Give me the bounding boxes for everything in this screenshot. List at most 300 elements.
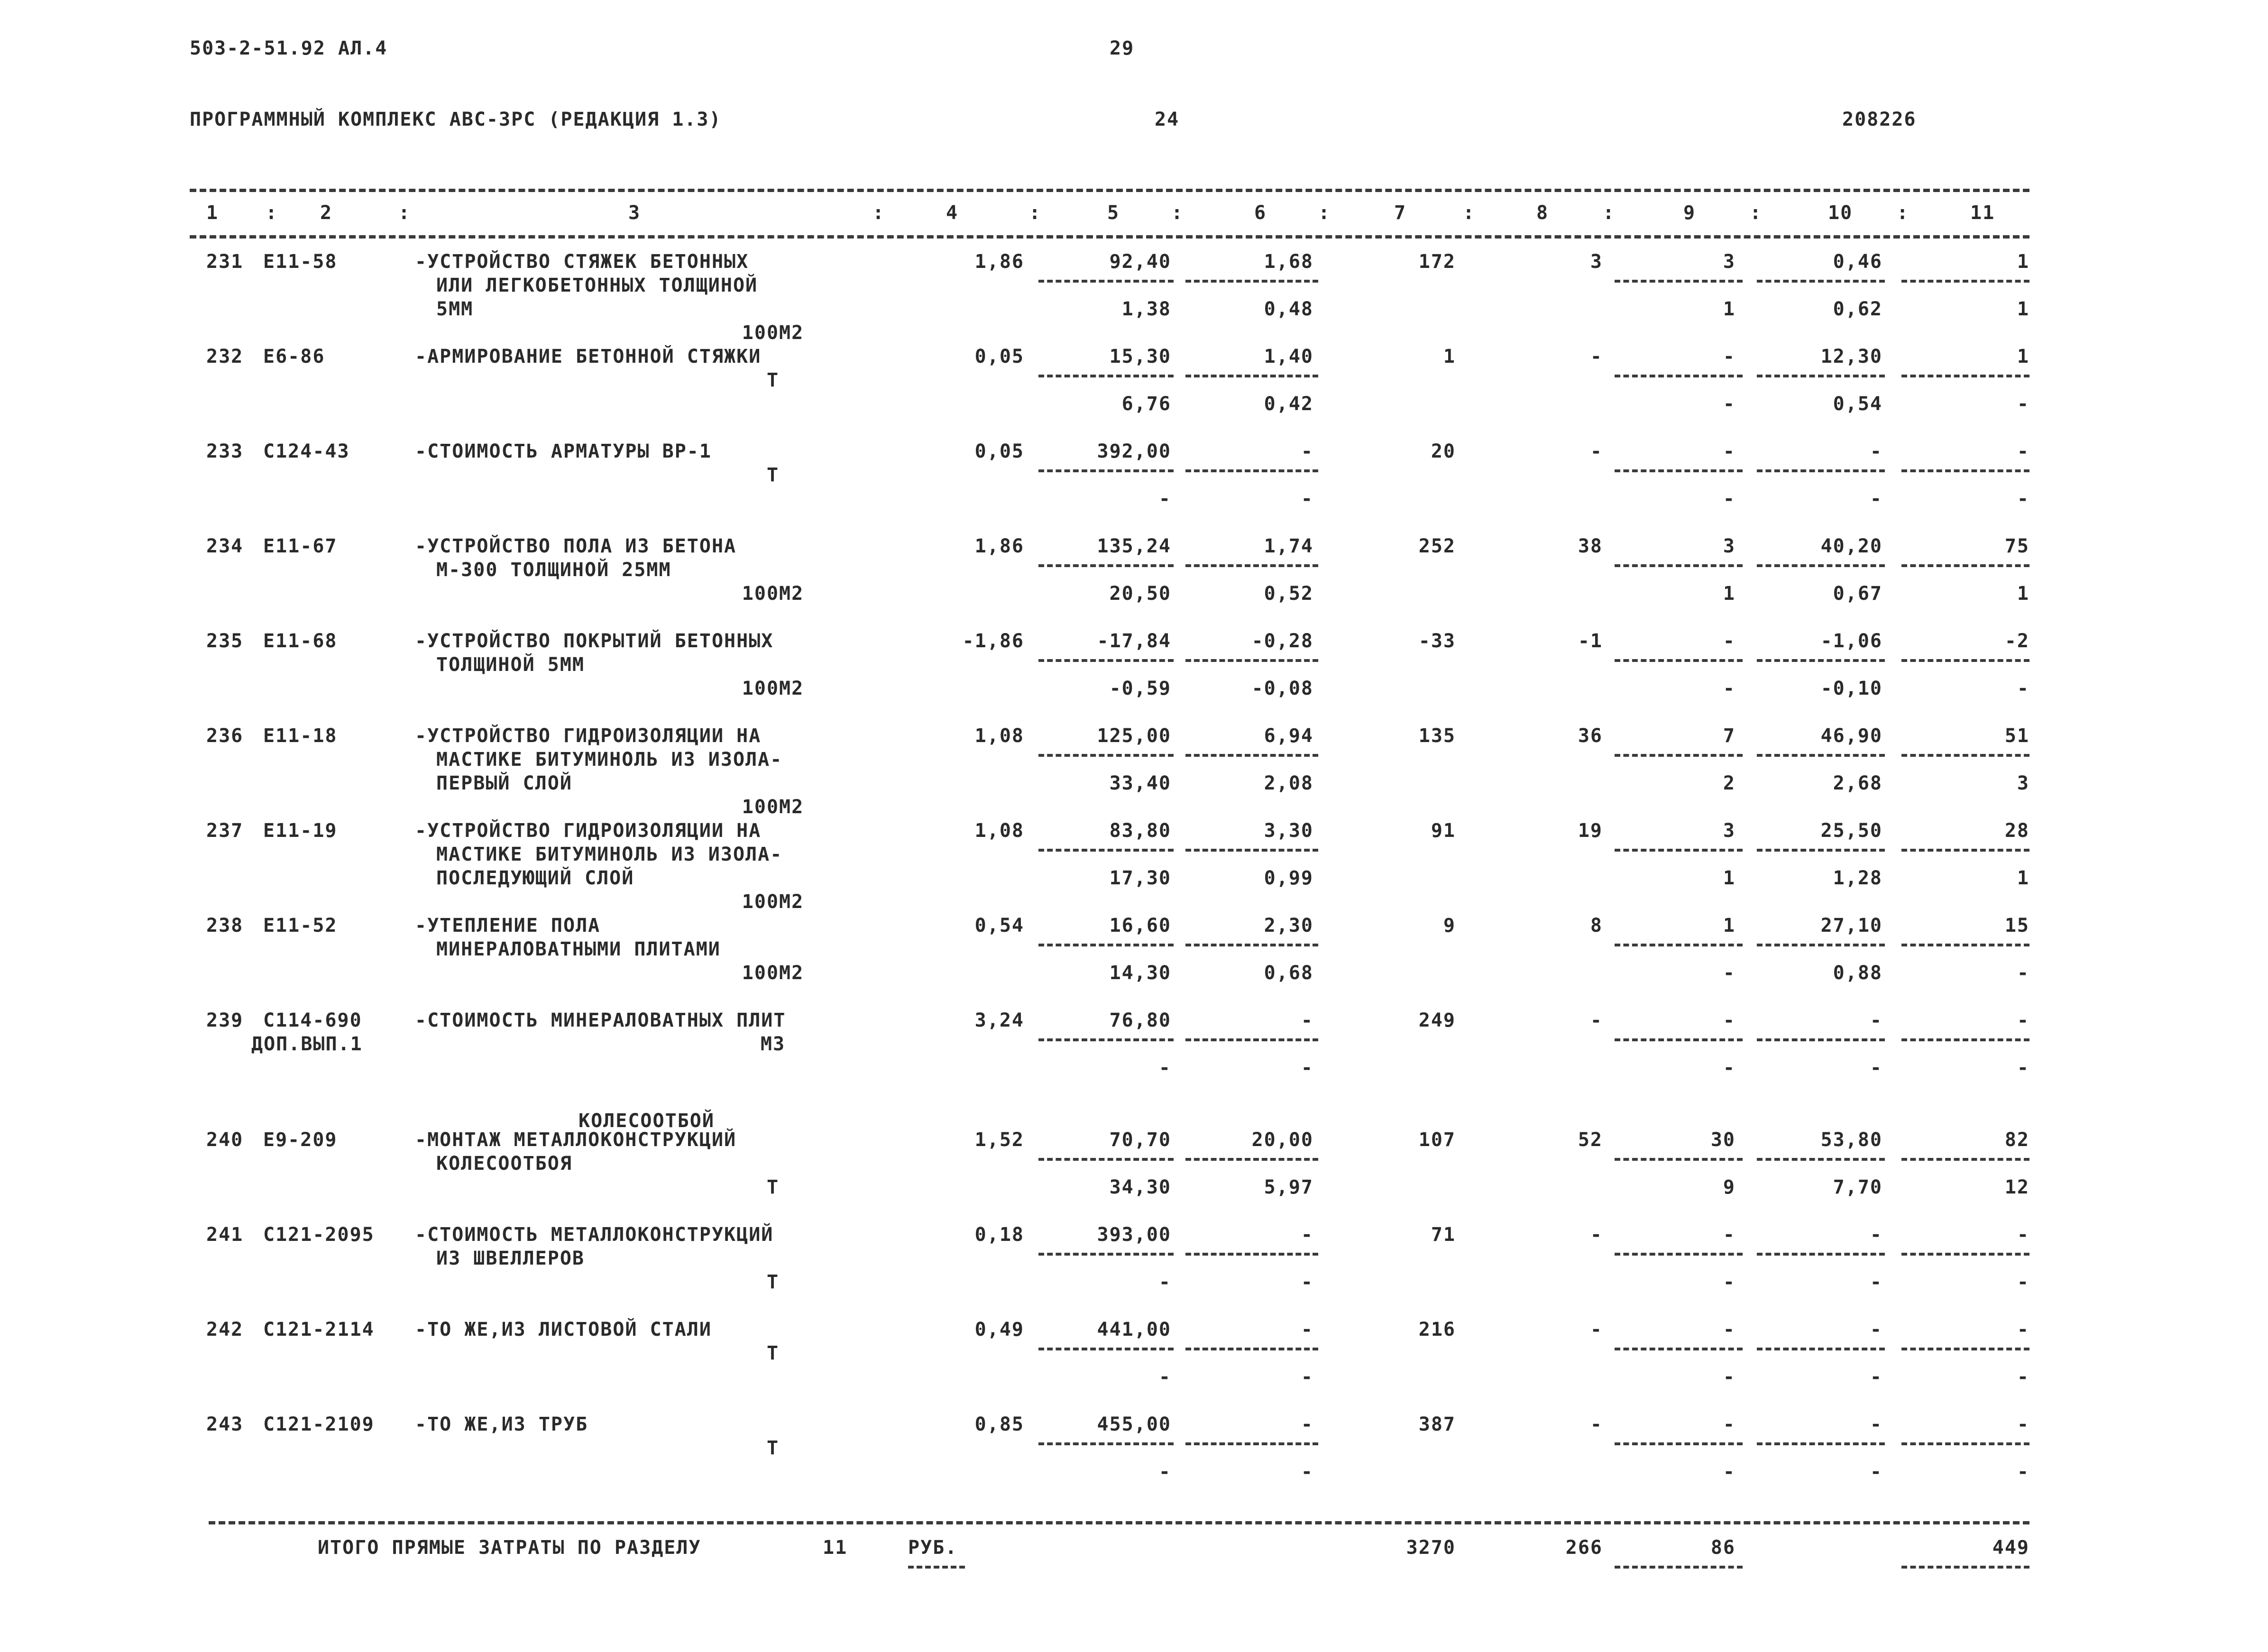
row-number: 243 (206, 1413, 244, 1435)
total-separator (1901, 1038, 2029, 1041)
total-wage: 38 (1578, 535, 1603, 557)
total-cost: 71 (1431, 1224, 1456, 1246)
price-separator (1038, 944, 1174, 946)
description-line: ПОСЛЕДУЮЩИЙ СЛОЙ (436, 867, 634, 889)
total-separator (1901, 754, 2029, 757)
labor-separator (1757, 754, 1885, 757)
total-cost: 252 (1418, 535, 1456, 557)
total-currency: РУБ. (908, 1537, 958, 1559)
description-line: ИЗ ШВЕЛЛЕРОВ (436, 1248, 585, 1269)
total-cost: 216 (1418, 1319, 1456, 1340)
quantity: 3,24 (974, 1010, 1024, 1031)
column-separator: : (1750, 202, 1763, 224)
labor-machine: -0,10 (1820, 678, 1882, 699)
unit-price: 125,00 (1097, 725, 1171, 747)
machine-wage: - (1723, 393, 1735, 415)
column-separator: : (266, 202, 278, 224)
unit-wage-machine: -0,08 (1251, 678, 1313, 699)
machine-separator (1615, 849, 1743, 852)
norm-code: E11-18 (263, 725, 338, 747)
column-header-8: 8 (1536, 202, 1549, 224)
price-separator (1038, 1038, 1174, 1041)
column-header-11: 11 (1970, 202, 1995, 224)
labor-total-machine: - (2017, 962, 2029, 984)
total-wage: - (1590, 1319, 1603, 1340)
row-number: 231 (206, 251, 244, 273)
machine-cost: 7 (1723, 725, 1735, 747)
unit-wage-machine: - (1301, 488, 1313, 510)
machine-wage: 9 (1723, 1176, 1735, 1198)
row-number: 232 (206, 346, 244, 367)
labor-cost: -1,06 (1820, 630, 1882, 652)
machine-cost: 3 (1723, 251, 1735, 273)
description-line: -УСТРОЙСТВО СТЯЖЕК БЕТОННЫХ (415, 251, 749, 273)
row-number: 239 (206, 1010, 244, 1031)
total-wage: 3 (1590, 251, 1603, 273)
machine-separator (1615, 375, 1743, 377)
total-separator (1901, 280, 2029, 283)
machine-separator (1615, 469, 1743, 472)
wage-separator (1185, 849, 1318, 852)
total-cost: 387 (1418, 1413, 1456, 1435)
machine-cost: - (1723, 1010, 1735, 1031)
labor-separator (1757, 1038, 1885, 1041)
labor-cost: 0,46 (1833, 251, 1882, 273)
price-separator (1038, 280, 1174, 283)
labor-total: 15 (2004, 915, 2029, 936)
machine-wage: - (1723, 1271, 1735, 1293)
unit-wage: 3,30 (1264, 820, 1313, 842)
labor-total-machine: - (2017, 488, 2029, 510)
unit-wage: 6,94 (1264, 725, 1313, 747)
total-cost: 135 (1418, 725, 1456, 747)
labor-total-machine: - (2017, 1461, 2029, 1483)
total-wage: -1 (1578, 630, 1603, 652)
machine-separator (1615, 1038, 1743, 1041)
machine-separator (1615, 1253, 1743, 1256)
unit-price-machine: - (1158, 1366, 1171, 1388)
labor-total-machine: - (2017, 1271, 2029, 1293)
total-wage: 19 (1578, 820, 1603, 842)
machine-separator (1615, 1442, 1743, 1445)
description-line: КОЛЕСООТБОЯ (436, 1153, 572, 1175)
description-line: -СТОИМОСТЬ АРМАТУРЫ ВР-1 (415, 441, 712, 462)
unit-price-machine: -0,59 (1109, 678, 1171, 699)
column-header-4: 4 (946, 202, 959, 224)
labor-total: 1 (2017, 251, 2029, 273)
labor-machine: 7,70 (1833, 1176, 1882, 1198)
column-header-6: 6 (1254, 202, 1267, 224)
labor-total: 82 (2004, 1129, 2029, 1151)
sheet-number: 29 (1110, 37, 1135, 59)
row-number: 236 (206, 725, 244, 747)
unit-wage: 1,68 (1264, 251, 1313, 273)
machine-wage: 1 (1723, 298, 1735, 320)
unit-wage: 20,00 (1251, 1129, 1313, 1151)
unit-wage-machine: 0,68 (1264, 962, 1313, 984)
labor-cost: 53,80 (1820, 1129, 1882, 1151)
description-line: -УСТРОЙСТВО ГИДРОИЗОЛЯЦИИ НА (415, 725, 762, 747)
labor-cost: 46,90 (1820, 725, 1882, 747)
norm-code: E11-52 (263, 915, 338, 936)
unit-wage-machine: - (1301, 1057, 1313, 1079)
total-section: 11 (823, 1537, 848, 1559)
unit-price-machine: 17,30 (1109, 867, 1171, 889)
labor-total-machine: 1 (2017, 298, 2029, 320)
total-col7: 3270 (1406, 1537, 1456, 1559)
unit-wage-machine: 0,52 (1264, 583, 1313, 605)
total-separator (1901, 944, 2029, 946)
labor-machine: - (1870, 488, 1882, 510)
table-top-rule (190, 189, 2029, 192)
machine-wage: - (1723, 962, 1735, 984)
description-line: -СТОИМОСТЬ МИНЕРАЛОВАТНЫХ ПЛИТ (415, 1010, 786, 1031)
labor-total-machine: - (2017, 1366, 2029, 1388)
norm-code: C114-690 (263, 1010, 362, 1031)
total-separator (1901, 1158, 2029, 1161)
labor-total: 1 (2017, 346, 2029, 367)
machine-cost: - (1723, 1319, 1735, 1340)
unit: Т (766, 1271, 780, 1293)
description-line: -СТОИМОСТЬ МЕТАЛЛОКОНСТРУКЦИЙ (415, 1224, 774, 1246)
machine-separator (1615, 280, 1743, 283)
labor-cost: - (1870, 1224, 1882, 1246)
quantity: 1,08 (974, 820, 1024, 842)
column-header-1: 1 (206, 202, 219, 224)
column-header-2: 2 (320, 202, 333, 224)
total-currency-rule (908, 1566, 965, 1569)
program-title: ПРОГРАММНЫЙ КОМПЛЕКС АВС-3РС (РЕДАКЦИЯ 1.3) (190, 109, 722, 130)
unit: Т (766, 1342, 780, 1364)
unit-wage: 1,40 (1264, 346, 1313, 367)
unit-price: 393,00 (1097, 1224, 1171, 1246)
row-number: 235 (206, 630, 244, 652)
column-separator: : (398, 202, 411, 224)
labor-machine: 0,88 (1833, 962, 1882, 984)
total-separator (1901, 564, 2029, 567)
unit-price: 76,80 (1109, 1010, 1171, 1031)
quantity: 1,86 (974, 535, 1024, 557)
total-separator (1901, 1442, 2029, 1445)
total-cost: 1 (1443, 346, 1456, 367)
price-separator (1038, 375, 1174, 377)
unit-price-machine: 33,40 (1109, 772, 1171, 794)
unit-wage: 2,30 (1264, 915, 1313, 936)
unit: 100М2 (742, 583, 804, 605)
total-separator (1901, 849, 2029, 852)
labor-cost: - (1870, 1319, 1882, 1340)
labor-machine: 1,28 (1833, 867, 1882, 889)
labor-cost: 40,20 (1820, 535, 1882, 557)
total-wage: - (1590, 346, 1603, 367)
labor-machine: 0,67 (1833, 583, 1882, 605)
total-cost: 91 (1431, 820, 1456, 842)
description-line: -УСТРОЙСТВО ПОЛА ИЗ БЕТОНА (415, 535, 737, 557)
unit-price: 392,00 (1097, 441, 1171, 462)
page-number: 24 (1155, 109, 1180, 130)
norm-code: E9-209 (263, 1129, 338, 1151)
document-code: 208226 (1842, 109, 1917, 130)
column-header-5: 5 (1107, 202, 1120, 224)
labor-cost: 12,30 (1820, 346, 1882, 367)
wage-separator (1185, 754, 1318, 757)
description-line: -АРМИРОВАНИЕ БЕТОННОЙ СТЯЖКИ (415, 346, 762, 367)
description-line: МАСТИКЕ БИТУМИНОЛЬ ИЗ ИЗОЛА- (436, 844, 783, 865)
description-line: -ТО ЖЕ,ИЗ ТРУБ (415, 1413, 588, 1435)
labor-total-machine: - (2017, 678, 2029, 699)
section-heading: КОЛЕСООТБОЙ (578, 1110, 715, 1132)
row-number: 242 (206, 1319, 244, 1340)
unit-price-machine: - (1158, 1461, 1171, 1483)
labor-separator (1757, 944, 1885, 946)
machine-wage: - (1723, 488, 1735, 510)
description-line: -УТЕПЛЕНИЕ ПОЛА (415, 915, 601, 936)
total-col11: 449 (1992, 1537, 2029, 1559)
machine-cost: 3 (1723, 535, 1735, 557)
unit-price-machine: 34,30 (1109, 1176, 1171, 1198)
wage-separator (1185, 1038, 1318, 1041)
unit: Т (766, 369, 780, 391)
unit: 100М2 (742, 678, 804, 699)
labor-machine: 2,68 (1833, 772, 1882, 794)
labor-separator (1757, 280, 1885, 283)
quantity: 1,86 (974, 251, 1024, 273)
unit-price-machine: - (1158, 1271, 1171, 1293)
price-separator (1038, 659, 1174, 662)
quantity: 0,85 (974, 1413, 1024, 1435)
labor-machine: 0,54 (1833, 393, 1882, 415)
total-wage: - (1590, 1224, 1603, 1246)
machine-wage: 1 (1723, 867, 1735, 889)
unit-wage-machine: 0,99 (1264, 867, 1313, 889)
total-separator (1901, 469, 2029, 472)
unit-price-machine: 20,50 (1109, 583, 1171, 605)
labor-separator (1757, 564, 1885, 567)
machine-wage: - (1723, 1057, 1735, 1079)
total-col8: 266 (1565, 1537, 1603, 1559)
unit-wage: -0,28 (1251, 630, 1313, 652)
wage-separator (1185, 1158, 1318, 1161)
total-separator (1901, 1348, 2029, 1350)
price-separator (1038, 849, 1174, 852)
unit: Т (766, 1176, 780, 1198)
labor-machine: - (1870, 1461, 1882, 1483)
labor-separator (1757, 1348, 1885, 1350)
unit-price: 441,00 (1097, 1319, 1171, 1340)
unit-wage: - (1301, 1224, 1313, 1246)
labor-total-machine: - (2017, 1057, 2029, 1079)
total-col9-rule (1615, 1566, 1743, 1569)
unit-price: 92,40 (1109, 251, 1171, 273)
norm-code-extra: ДОП.ВЫП.1 (251, 1033, 363, 1055)
total-separator (1901, 1253, 2029, 1256)
unit: Т (766, 1437, 780, 1459)
machine-wage: - (1723, 1461, 1735, 1483)
labor-cost: - (1870, 1010, 1882, 1031)
labor-machine: - (1870, 1366, 1882, 1388)
wage-separator (1185, 469, 1318, 472)
total-label: ИТОГО ПРЯМЫЕ ЗАТРАТЫ ПО РАЗДЕЛУ (318, 1537, 701, 1559)
description-line: МИНЕРАЛОВАТНЫМИ ПЛИТАМИ (436, 938, 721, 960)
labor-total-machine: 3 (2017, 772, 2029, 794)
labor-machine: - (1870, 1271, 1882, 1293)
machine-separator (1615, 944, 1743, 946)
unit-wage: - (1301, 1010, 1313, 1031)
description-line: -МОНТАЖ МЕТАЛЛОКОНСТРУКЦИЙ (415, 1129, 737, 1151)
unit-wage-machine: 5,97 (1264, 1176, 1313, 1198)
description-line: -ТО ЖЕ,ИЗ ЛИСТОВОЙ СТАЛИ (415, 1319, 712, 1340)
description-line: МАСТИКЕ БИТУМИНОЛЬ ИЗ ИЗОЛА- (436, 749, 783, 771)
unit-wage: 1,74 (1264, 535, 1313, 557)
labor-cost: 27,10 (1820, 915, 1882, 936)
column-separator: : (872, 202, 885, 224)
machine-separator (1615, 1348, 1743, 1350)
unit: М3 (760, 1033, 786, 1055)
labor-machine: - (1870, 1057, 1882, 1079)
row-number: 238 (206, 915, 244, 936)
machine-cost: - (1723, 1224, 1735, 1246)
total-cost: 107 (1418, 1129, 1456, 1151)
row-number: 241 (206, 1224, 244, 1246)
unit-wage-machine: - (1301, 1366, 1313, 1388)
price-separator (1038, 754, 1174, 757)
unit-price-machine: 6,76 (1121, 393, 1171, 415)
total-cost: 249 (1418, 1010, 1456, 1031)
unit-wage-machine: 0,48 (1264, 298, 1313, 320)
total-wage: 8 (1590, 915, 1603, 936)
quantity: -1,86 (962, 630, 1024, 652)
labor-separator (1757, 1253, 1885, 1256)
machine-separator (1615, 1158, 1743, 1161)
labor-total: - (2017, 441, 2029, 462)
machine-separator (1615, 659, 1743, 662)
unit-price: -17,84 (1097, 630, 1171, 652)
column-separator: : (1318, 202, 1331, 224)
unit-wage-machine: 0,42 (1264, 393, 1313, 415)
labor-cost: - (1870, 441, 1882, 462)
column-separator: : (1897, 202, 1910, 224)
total-separator (1901, 659, 2029, 662)
labor-total: - (2017, 1224, 2029, 1246)
column-header-rule (190, 235, 2029, 239)
wage-separator (1185, 659, 1318, 662)
column-header-3: 3 (628, 202, 641, 224)
wage-separator (1185, 564, 1318, 567)
labor-total: -2 (2004, 630, 2029, 652)
price-separator (1038, 1348, 1174, 1350)
column-separator: : (1171, 202, 1184, 224)
labor-total: 75 (2004, 535, 2029, 557)
unit: 100М2 (742, 796, 804, 818)
quantity: 1,08 (974, 725, 1024, 747)
labor-separator (1757, 849, 1885, 852)
labor-total: 51 (2004, 725, 2029, 747)
machine-cost: - (1723, 441, 1735, 462)
unit-wage: - (1301, 1319, 1313, 1340)
norm-code: E11-19 (263, 820, 338, 842)
norm-code: E6-86 (263, 346, 325, 367)
machine-separator (1615, 754, 1743, 757)
machine-wage: 1 (1723, 583, 1735, 605)
total-cost: 172 (1418, 251, 1456, 273)
column-separator: : (1029, 202, 1042, 224)
quantity: 0,54 (974, 915, 1024, 936)
labor-total-machine: 1 (2017, 583, 2029, 605)
total-cost: 9 (1443, 915, 1456, 936)
unit: 100М2 (742, 322, 804, 344)
description-line: ТОЛЩИНОЙ 5ММ (436, 654, 585, 676)
labor-total: 28 (2004, 820, 2029, 842)
column-header-10: 10 (1828, 202, 1853, 224)
column-separator: : (1603, 202, 1616, 224)
unit: Т (766, 464, 780, 486)
description-line: -УСТРОЙСТВО ПОКРЫТИЙ БЕТОННЫХ (415, 630, 774, 652)
quantity: 0,05 (974, 441, 1024, 462)
price-separator (1038, 1158, 1174, 1161)
machine-wage: 2 (1723, 772, 1735, 794)
labor-cost: - (1870, 1413, 1882, 1435)
wage-separator (1185, 1253, 1318, 1256)
wage-separator (1185, 1348, 1318, 1350)
machine-cost: 3 (1723, 820, 1735, 842)
total-wage: 52 (1578, 1129, 1603, 1151)
price-separator (1038, 1253, 1174, 1256)
machine-cost: 1 (1723, 915, 1735, 936)
labor-machine: 0,62 (1833, 298, 1882, 320)
norm-code: C121-2109 (263, 1413, 375, 1435)
wage-separator (1185, 280, 1318, 283)
unit: 100М2 (742, 962, 804, 984)
quantity: 0,18 (974, 1224, 1024, 1246)
wage-separator (1185, 944, 1318, 946)
quantity: 0,05 (974, 346, 1024, 367)
labor-total-machine: 1 (2017, 867, 2029, 889)
machine-separator (1615, 564, 1743, 567)
description-line: ИЛИ ЛЕГКОБЕТОННЫХ ТОЛЩИНОЙ (436, 275, 758, 296)
labor-total: - (2017, 1319, 2029, 1340)
machine-wage: - (1723, 678, 1735, 699)
wage-separator (1185, 1442, 1318, 1445)
total-col9: 86 (1710, 1537, 1735, 1559)
unit-wage-machine: 2,08 (1264, 772, 1313, 794)
labor-separator (1757, 659, 1885, 662)
doc-code: 503-2-51.92 АЛ.4 (190, 37, 388, 59)
labor-total-machine: - (2017, 393, 2029, 415)
machine-cost: - (1723, 346, 1735, 367)
labor-separator (1757, 469, 1885, 472)
total-wage: 36 (1578, 725, 1603, 747)
total-wage: - (1590, 441, 1603, 462)
machine-cost: 30 (1710, 1129, 1735, 1151)
machine-wage: - (1723, 1366, 1735, 1388)
norm-code: C124-43 (263, 441, 350, 462)
total-rule (209, 1521, 2029, 1524)
unit-price: 16,60 (1109, 915, 1171, 936)
unit-wage: - (1301, 441, 1313, 462)
total-col11-rule (1901, 1566, 2029, 1569)
unit-price: 83,80 (1109, 820, 1171, 842)
row-number: 233 (206, 441, 244, 462)
quantity: 0,49 (974, 1319, 1024, 1340)
unit-wage: - (1301, 1413, 1313, 1435)
unit-price-machine: - (1158, 1057, 1171, 1079)
labor-total: - (2017, 1413, 2029, 1435)
norm-code: C121-2114 (263, 1319, 375, 1340)
row-number: 237 (206, 820, 244, 842)
column-header-7: 7 (1394, 202, 1407, 224)
column-separator: : (1463, 202, 1476, 224)
labor-separator (1757, 375, 1885, 377)
